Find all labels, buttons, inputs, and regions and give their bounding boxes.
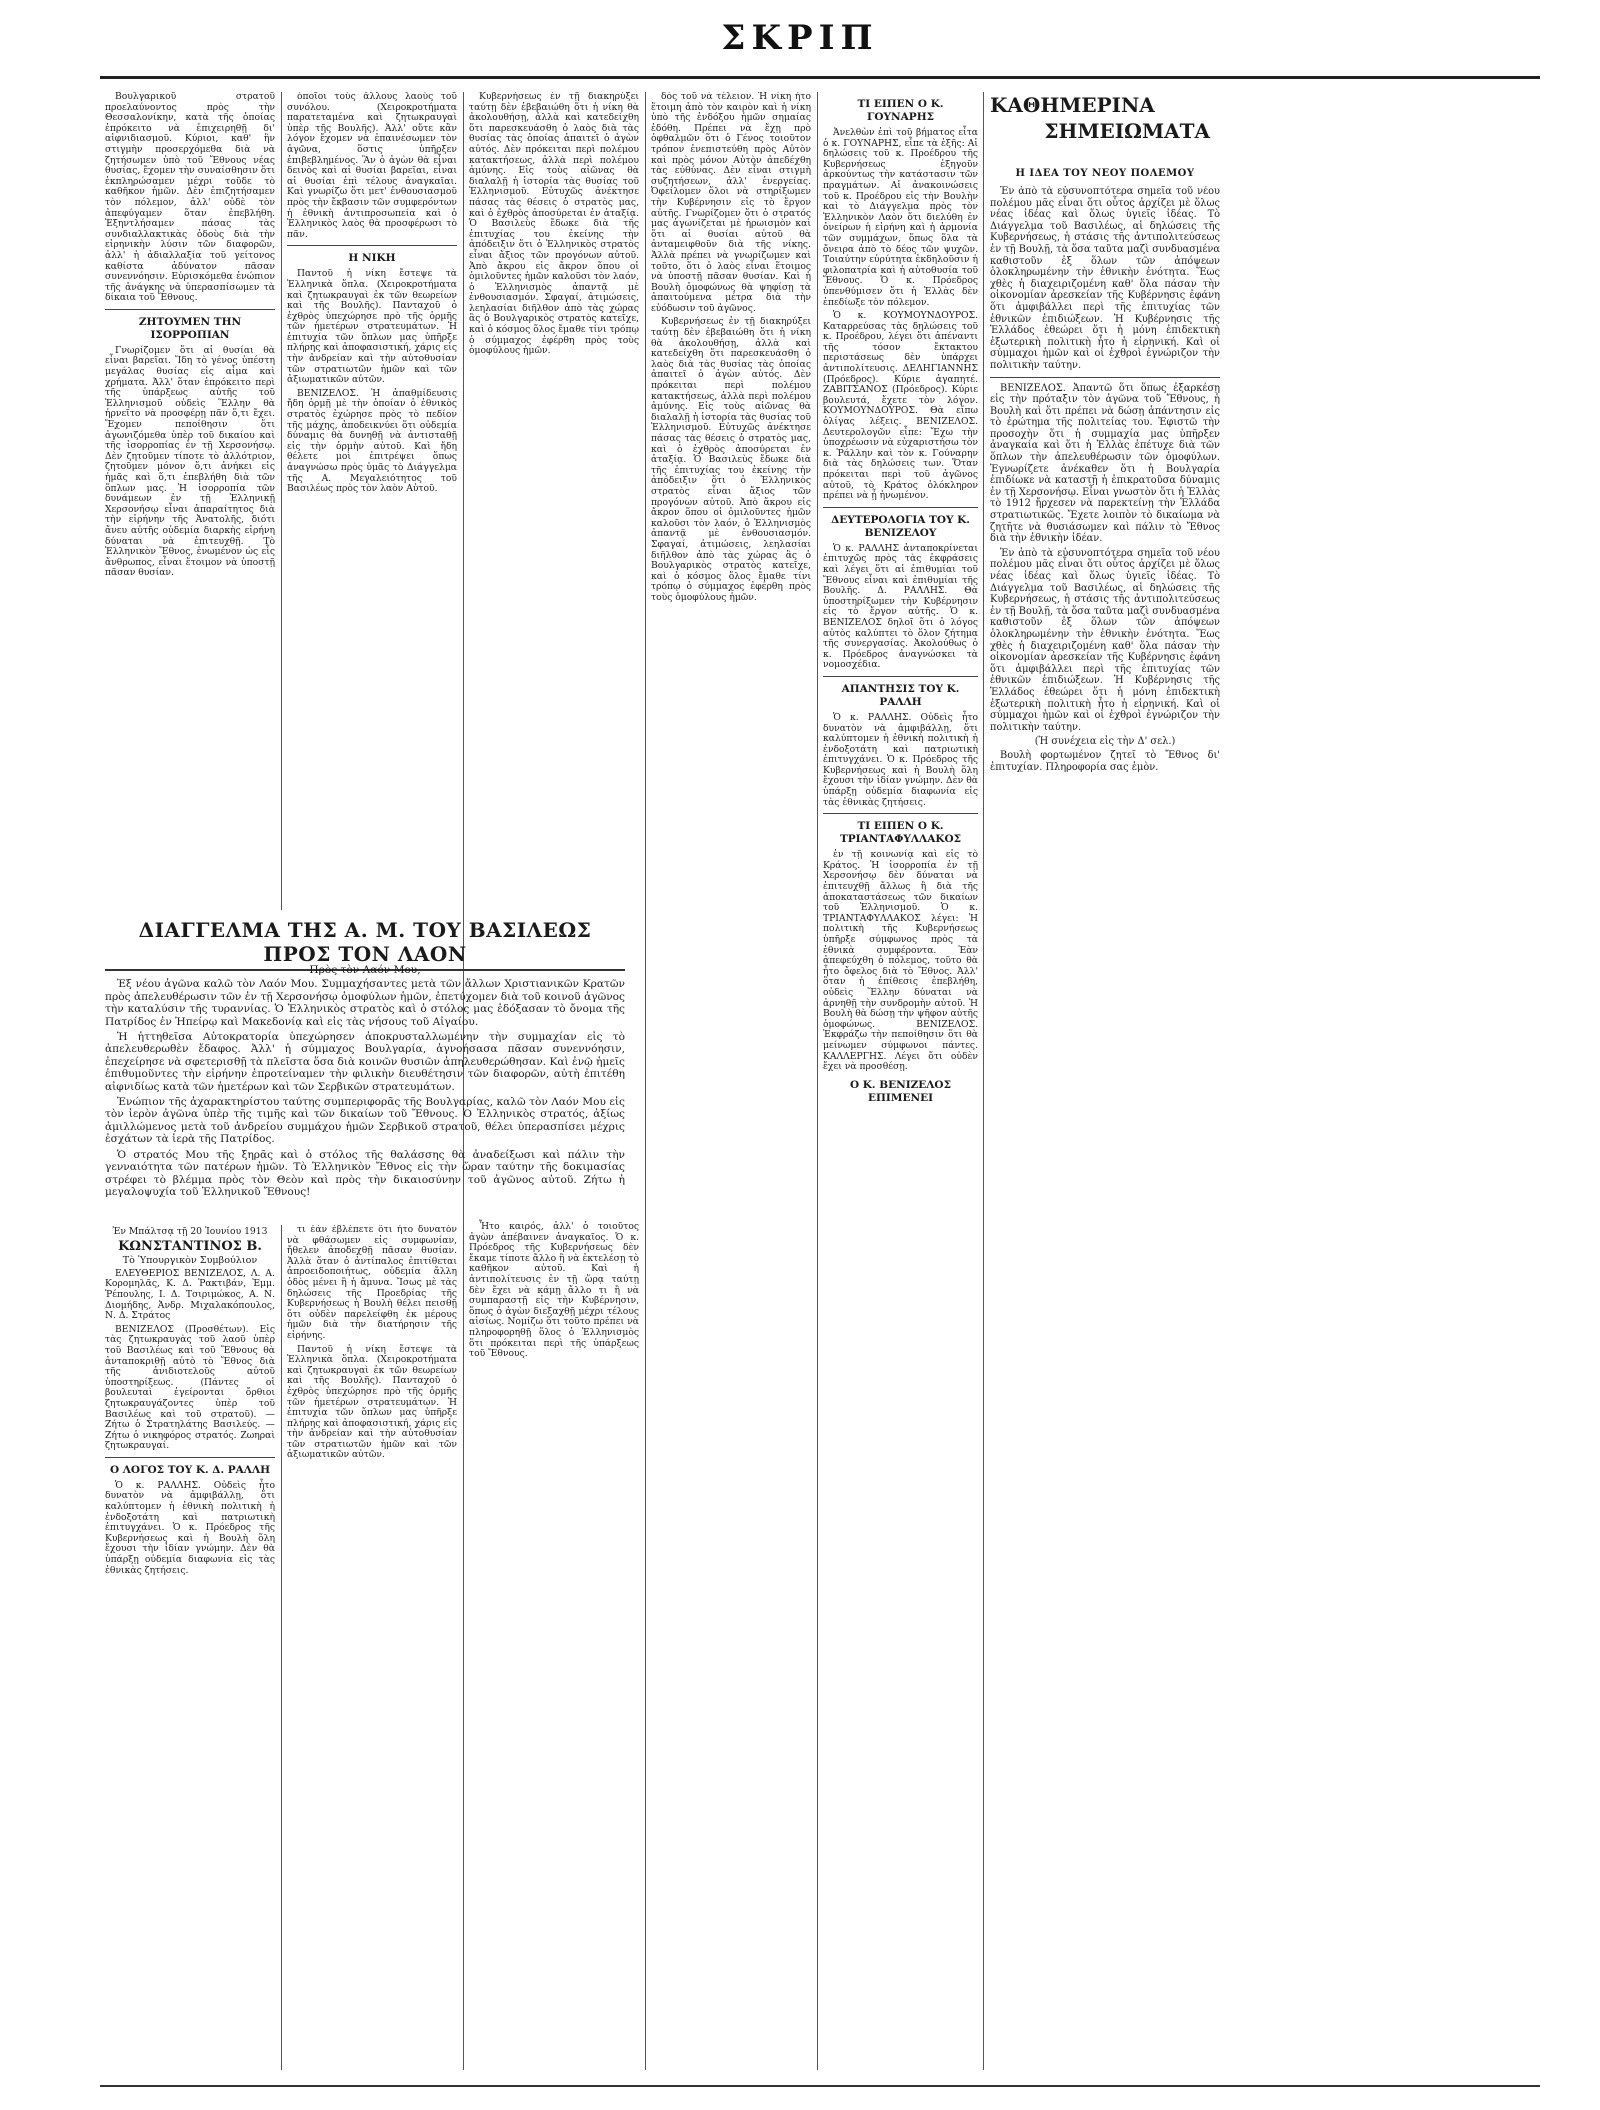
- column-2-text: ὁποῖοι τοὺς ἄλλους λαοὺς τοῦ συνόλου. (Χειροκροτήματα παρατεταμένα καὶ ζητωκραυγαὶ ὑπὲρ τῆς Βουλῆς). Ἀλλ' οὔτε κἂν λόγον ἔχομεν νὰ ἐπαινέσωμεν τὸν ἀγῶνα, ὅστις ὑπῆρξεν ἐπιβεβλημένος. Ἂν ὁ ἀγὼν θὰ εἶναι δεινὸς καὶ αἱ θυσίαι βαρεῖαι, εἶναι αἱ θυσίαι ἐπὶ τέλους ἀναγκαῖαι. Καὶ γνωρίζω ὅτι μετ' ἐνθουσιασμοῦ πρὸς τὴν ἔκβασιν τῶν συμφερόντων ἡ ἐθνικὴ ἀντιπροσωπεία καὶ ὁ Ἑλληνικὸς λαὸς θὰ προσφέρωσι τὸ πᾶν.: [287, 92, 457, 240]
- column-5-text-c: Ὁ κ. ΡΑΛΛΗΣ ἀνταποκρίνεται ἐπιτυχῶς πρὸς τὰς ἐκφράσεις καὶ λέγει ὅτι αἱ ἐπιθυμίαι τοῦ Ἔθνους εἶναι καὶ ἐπιθυμίαι τῆς Βουλῆς. Δ. ΡΑΛΛΗΣ. Θὰ ὑποστηρίξωμεν τὴν Κυβέρνησιν εἰς τὸ ἔργον αὐτῆς. Ὁ κ. ΒΕΝΙΖΕΛΟΣ δηλοῖ ὅτι ὁ λόγος αὐτὸς καλύπτει τὸ ὅλον ζήτημα τῆς συνεργασίας. Ἀκολούθως ὁ κ. Πρόεδρος ἀναγνώσκει τὰ νομοσχέδια.: [823, 542, 978, 671]
- section-heading: ΤΙ ΕΙΠΕΝ Ο Κ. ΤΡΙΑΝΤΑΦΥΛΛΑΚΟΣ: [839, 820, 962, 846]
- proclamation-paragraph: Ἡ ἡττηθεῖσα Αὐτοκρατορία ὑπεχώρησεν ἀποκρυσταλλωμένην τὴν συμμαχίαν εἰς τὸ ἀπελευθερωθὲν ἔδαφος. Ἀλλ' ἡ σύμμαχος Βουλγαρία, ἀγνοήσασα πᾶσαν συνεννόησιν, ἐπεχείρησε νὰ σφετερισθῇ τὰ πλεῖστα ὅσα διὰ κοινῶν θυσιῶν ἀπηλευθερώθησαν. Καὶ ἐνῷ ἡμεῖς ἐπιθυμοῦντες τὴν εἰρήνην ἐπροτείναμεν τὴν φιλικὴν διευθέτησιν τῶν διαφορῶν, αὐτὴ ἐπιτέθη αἰφνιδίως κατὰ τῶν ἡμετέρων καὶ τῶν Σερβικῶν στρατευμάτων.: [105, 1031, 625, 1093]
- proclamation-paragraph: Ἐξ νέου ἀγῶνα καλῶ τὸν Λαόν Μου. Συμμαχήσαντες μετὰ τῶν ἄλλων Χριστιανικῶν Κρατῶν πρὸς ἀπελευθέρωσιν τῶν ἐν τῇ Χερσονήσῳ ὁμοφύλων ἡμῶν, ἐπετύχομεν διὰ τοῦ κοινοῦ ἀγῶνος τὴν καταλύσιν τῆς τυραννίας. Ὁ Ἑλληνικὸς στρατὸς καὶ ὁ στόλος μας ἐδόξασαν τὸ ὄνομα τῆς Πατρίδος ἐν Ἠπείρῳ καὶ Μακεδονίᾳ καὶ εἰς τὰς νήσους τοῦ Αἰγαίου.: [105, 978, 625, 1028]
- section-heading: Ο ΛΟΓΟΣ ΤΟΥ Κ. Δ. ΡΑΛΛΗ: [109, 1463, 271, 1476]
- divider: [823, 507, 978, 508]
- proclamation-paragraph: Ὁ στρατός Μου τῆς ξηρᾶς καὶ ὁ στόλος τῆς θαλάσσης θὰ ἀναδείξωσι καὶ πάλιν τὴν γενναιότητα τῶν πατέρων ἡμῶν. Τὸ Ἑλληνικὸν Ἔθνος εἰς τὴν ὥραν ταύτην τῆς δοκιμασίας στρέφει τὸ βλέμμα πρὸς τὸν Θεὸν καὶ πρὸς τὴν δικαιοσύνην τοῦ ἀγῶνος αὐτοῦ. Ζήτω ἡ μεγαλοψυχία τοῦ Ἑλληνικοῦ Ἔθνους!: [105, 1148, 625, 1198]
- kathimerina-footer: Βουλὴ φορτωμένον ζητεῖ τὸ Ἔθνος δι' ἐπιτυχίαν. Πληροφορία σας ἐμὸν.: [990, 749, 1220, 773]
- divider: [823, 813, 978, 814]
- ministers-list: ΕΛΕΥΘΕΡΙΟΣ ΒΕΝΙΖΕΛΟΣ, Λ. Α. Κορομηλᾶς, Κ. Δ. Ῥακτιβάν, Ἐμμ. Ῥέπουλης, Ι. Δ. Τσιριμώκος, Α. Ν. Διομήδης, Ἀνδρ. Μιχαλακόπουλος, Ν. Δ. Στράτος: [105, 1267, 275, 1322]
- venizelos-addition: ΒΕΝΙΖΕΛΟΣ (Προσθέτων). Εἰς τὰς ζητωκραυγὰς τοῦ λαοῦ ὑπὲρ τοῦ Βασιλέως καὶ τοῦ Ἔθνους θὰ ἀνταποκριθῇ αὐτὸ τὸ Ἔθνος διὰ τῆς ἀνιδιοτελοῦς αὐτοῦ ὑποστηρίξεως. (Πάντες οἱ βουλευταὶ ἐγείρονται ὄρθιοι ζητωκραυγάζοντες ὑπὲρ τοῦ Βασιλέως καὶ τοῦ στρατοῦ). — Ζήτω ὁ Στρατηλάτης Βασιλεύς. — Ζήτω ὁ νικηφόρος στρατός. Ζωηραὶ ζητωκραυγαί.: [105, 1323, 275, 1452]
- masthead-title: ΣΚΡΙΠ: [721, 18, 879, 58]
- column-5-text: Ἀνελθὼν ἐπὶ τοῦ βήματος εἶτα ὁ κ. ΓΟΥΝΑΡΗΣ, εἶπε τὰ ἑξῆς: Αἱ δηλώσεις τοῦ κ. Προέδρου τῆς Κυβερνήσεως ἐξηγοῦν ἀρκούντως τὴν κατάστασιν τῶν πραγμάτων. Αἱ ἀνακοινώσεις τοῦ κ. Προέδρου εἰς τὴν Βουλὴν καὶ τὸ Διάγγελμα πρὸς τὸν Ἑλληνικὸν Λαὸν ὅτι διελύθη ἐν ὀνείρων ἡ εἰρήνη καὶ ἡ ἀρμονία τῶν συμμάχων, ὅπως ὅλα τὰ ὄνειρα ἀπὸ τὸ δέος τῶν ψυχῶν. Τοιαύτην εὐρύτητα ἐκδηλοῦσιν ἡ φιλοπατρία καὶ ἡ αὐτοθυσία τοῦ Ἔθνους. Ὁ κ. Πρόεδρος ὑπενθύμισεν ὅτι ἡ Ἑλλὰς δὲν ἐπεδίωξε τὸν πόλεμον.: [823, 127, 978, 308]
- column-2-text-c: ΒΕΝΙΖΕΛΟΣ. Ἡ ἀπαθμίδευσις ἤδη ὁρμῇ μὲ τὴν ὁποίαν ὁ ἐθνικὸς στρατὸς ἐχώρησε πρὸς τὸ πεδίον τῆς μάχης, ἀποδεικνύει ὅτι οὐδεμία δύναμις θὰ δυνηθῇ νὰ ἀντισταθῇ εἰς τὴν ὁρμὴν αὐτοῦ. Καὶ ἤδη θέλετε μοὶ ἐπιτρέψει ὅπως ἀναγνώσω πρὸς ὑμᾶς τὸ Διάγγελμα τῆς Α. Μεγαλειότητος τοῦ Βασιλέως πρὸς τὸν λαὸν Αὐτοῦ.: [287, 387, 457, 495]
- column-5-text-e: ἐν τῇ κοινωνίᾳ καὶ εἰς τὸ Κράτος. Ἡ ἰσορροπία ἐν τῇ Χερσονήσῳ δὲν δύναται νὰ ἐπιτευχθῇ ἄλλως ἢ διὰ τῆς ἀποκαταστάσεως τῶν δικαίων τοῦ Ἑλληνισμοῦ. Ὁ κ. ΤΡΙΑΝΤΑΦΥΛΛΑΚΟΣ λέγει: Ἡ πολιτικὴ τῆς Κυβερνήσεως ὑπῆρξε σύμφωνος πρὸς τὰ ἐθνικὰ συμφέροντα. Ἐὰν ἀπεφεύχθη ὁ πόλεμος, τοῦτο θὰ ἦτο ὄφελος διὰ τὸ Ἔθνος. Ἀλλ' ὅταν ἡ ἐπίθεσις ἐπεβλήθη, οὐδεὶς Ἕλλην δύναται νὰ ἀρνηθῇ τὴν συνδρομὴν αὐτοῦ. Ἡ Βουλὴ θὰ δώσῃ τὴν ψῆφον αὐτῆς ὁμοφώνως. ΒΕΝΙΖΕΛΟΣ. Ἐκφράζω τὴν πεποίθησιν ὅτι θὰ μείνωμεν σύμφωνοι πάντες. ΚΑΛΛΕΡΓΗΣ. Λέγει ὅτι οὐδὲν ἔχει νὰ προσθέσῃ.: [823, 849, 978, 1073]
- column-4-text: δὸς τοῦ νὰ τέλειον. Ἡ νίκη ἦτο ἕτοιμη ἀπὸ τὸν καιρὸν καὶ ἡ νίκη ὑπὸ τῆς ἐνδόξου ἡμῶν σημαίας ἐδόθη. Πρέπει νὰ ἔχῃ πρὸ ὀφθαλμῶν ὅτι ὁ Γένος τοιοῦτον τρόπον ἐνεπιστεύθη πρὸς Αὐτὸν καὶ πρὸς μόνον Αὐτὸν ἀπεδέχθη τὰς εὐθύνας. Δὲν εἶναι στιγμὴ συζητήσεων, ἀλλ' ἐνεργείας. Ὀφείλομεν ὅλοι νὰ στηρίξωμεν τὴν Κυβέρνησιν εἰς τὸ ἔργον αὐτῆς. Γνωρίζομεν ὅτι ὁ στρατός μας ἀγωνίζεται μὲ ἡρωισμὸν καὶ ὅτι αἱ θυσίαι αὐτοῦ θὰ ἀνταμειφθοῦν διὰ τῆς νίκης. Ἀλλὰ πρέπει νὰ γνωρίζωμεν καὶ τοῦτο, ὅτι ὁ λαὸς εἶναι ἕτοιμος νὰ ὑποστῇ πᾶσαν θυσίαν. Καὶ ἡ Βουλὴ ὁμοφώνως θὰ ψηφίσῃ τὰ ἀπαιτούμενα μέτρα διὰ τὴν εὐόδωσιν τοῦ ἀγῶνος.: [651, 92, 811, 314]
- column-2-text-b: Παντοῦ ἡ νίκη ἔστεψε τὰ Ἑλληνικὰ ὅπλα. (Χειροκροτήματα καὶ ζητωκραυγαὶ ἐκ τῶν θεωρείων καὶ τῆς Βουλῆς). Πανταχοῦ ὁ ἐχθρὸς ὑπεχώρησε πρὸ τῆς ὁρμῆς τῶν ἡμετέρων στρατευμάτων. Ἡ ἐπιτυχία τῶν ὅπλων μας ὑπῆρξε πλήρης καὶ ἀποφασιστική, χάρις εἰς τὴν ἀνδρείαν καὶ τὴν αὐτοθυσίαν τῶν στρατιωτῶν ἡμῶν καὶ τῶν ἀξιωματικῶν αὐτῶν.: [287, 268, 457, 386]
- column-3-text-b: Ἦτο καιρός, ἀλλ' ὁ τοιοῦτος ἀγὼν ἀπέβαινεν ἀναγκαῖος. Ὁ κ. Πρόεδρος τῆς Κυβερνήσεως δὲν ἔκαμε τίποτε ἄλλο ἢ νὰ ἐκτελέσῃ τὸ καθῆκον αὐτοῦ. Καὶ ἡ ἀντιπολίτευσις ἐν τῇ ὥρᾳ ταύτῃ δὲν ἔχει νὰ κάμῃ ἄλλο τι ἢ νὰ συμπαραστῇ εἰς τὴν Κυβέρνησιν, ὅπως ὁ ἀγὼν διεξαχθῇ μέχρι τέλους αἰσίως. Νομίζω ὅτι τοῦτο πρέπει νὰ πληροφορηθῇ ὅλος ὁ Ἑλληνισμὸς ὅτι πρόκειται περὶ τῆς ὑπάρξεως τοῦ Ἔθνους.: [469, 1221, 639, 1360]
- column-divider: [281, 92, 282, 910]
- section-heading: ΔΕΥΤΕΡΟΛΟΓΙΑ ΤΟΥ Κ. ΒΕΝΙΖΕΛΟΥ: [831, 513, 970, 539]
- column-4-text-b: Κυβερνήσεως ἐν τῇ διακηρύξει ταύτῃ δὲν ἐβεβαιώθη ὅτι ἡ νίκη θὰ ἀκολουθήσῃ, ἀλλὰ καὶ κατεδείχθη ὅτι παρεσκευάσθη ὁ λαὸς διὰ τὰς θυσίας τὰς ὁποίας ἀπαιτεῖ ὁ ἀγὼν αὐτός. Δὲν πρόκειται περὶ πολέμου κατακτήσεως, ἀλλὰ περὶ πολέμου ἀμύνης. Εἰς τοὺς αἰῶνας θὰ διαλαλῇ ἡ ἱστορία τὰς θυσίας τοῦ Ἑλληνισμοῦ. Εὐτυχῶς ἀνέκτησε πάσας τὰς θέσεις ὁ στρατὸς μας, καὶ ὁ ἐχθρὸς ἀποσύρεται ἐν ἀταξίᾳ. Ὁ Βασιλεὺς ἔδωκε διὰ τῆς ἐπιτυχίας του ἐκείνης τὴν ἀπόδειξιν ὅτι ὁ Ἑλληνικὸς στρατὸς εἶναι ἄξιος τῶν προγόνων αὐτοῦ. Ἀπὸ ἄκρου εἰς ἄκρον ὅπου οἱ ὁμιλοῦντες ἡμῶν καλοῦσι τὸν λαόν, ὁ Ἑλληνισμὸς ἀπαντᾷ μὲ ἐνθουσιασμόν. Σφαγαί, ἀτιμώσεις, λεηλασίαι διῆλθον ἀπὸ τὰς χώρας ἃς ὁ Βουλγαρικὸς στρατὸς κατεῖχε, καὶ ὁ κόσμος ὅλος ἔμαθε τίνι τρόπῳ ὁ σύμμαχος ἐφέρθη πρὸς τοὺς ὁμοφύλους ἡμῶν.: [651, 316, 811, 603]
- kathimerina-body: [990, 186, 1220, 2070]
- bottom-rule: [100, 2085, 1540, 2087]
- kathimerina-title-line-1: ΚΑΘΗΜΕΡΙΝΑ: [990, 93, 1155, 117]
- kathimerina-paragraph: Ἐν ἀπὸ τὰ εὐσυνοπτότερα σημεῖα τοῦ νέου πολέμου μᾶς εἶναι ὅτι οὗτος ἀρχίζει μὲ ὅλως νέας ἰδέας καὶ ὅλως ὑγιεῖς ἰδέας. Τὸ Διάγγελμα τοῦ Βασιλέως, αἱ δηλώσεις τῆς Κυβερνήσεως, ἡ στάσις τῆς ἀντιπολιτεύσεως ἐν τῇ Βουλῇ, τὰ ὅσα ταῦτα μαζὶ συνδυασμένα καθιστοῦν ἐξ ὅλων τῶν ἀπόψεων ὁλοκληρωμένην τὴν ἐθνικὴν ἐνότητα. Ἕως χθὲς ἡ διαχειριζομένη καθ' ὅλα πάσαν τὴν οἰκονομίαν ἀρεσκείαν τῆς Κυβέρνησις ἐφάνη ὅτι ἀμφιβάλλει περὶ τῆς ἐπιτυχίας τῶν ἐθνικῶν ἐπιδιώξεων. Ἡ Κυβέρνησις τῆς Ἑλλάδος ἐθεώρει ὅτι ἡ μόνη ἐπιδεκτικὴ ἐξωτερικὴ πολιτικὴ ἦτο ἡ εἰρηνική. Καὶ οἱ σύμμαχοι ἡμῶν καὶ οἱ ἐχθροὶ ἐγνώριζον τὴν πολιτικὴν ταύτην.: [990, 186, 1220, 371]
- kathimerina-title: [990, 92, 1220, 144]
- column-4: [651, 92, 811, 2070]
- column-1-text-b: Γνωρίζομεν ὅτι αἱ θυσίαι θὰ εἶναι βαρεῖαι. Ἴδη τὸ γένος ὑπέστη μεγάλας θυσίας εἰς αἷμα καὶ χρήματα. Ἀλλ' ὅταν ἐπρόκειτο περὶ τῆς ὑπάρξεως αὐτῆς τοῦ Ἑλληνισμοῦ οὐδεὶς Ἕλλην θὰ ἠρνεῖτο νὰ προσφέρῃ πᾶν ὅ,τι ἔχει. Ἔχομεν πεποίθησιν ὅτι ἀγωνιζόμεθα ὑπὲρ τοῦ δικαίου καὶ τῆς ἰσορροπίας ἐν τῇ Χερσονήσῳ. Δὲν ζητοῦμεν τίποτε τὸ ἀλλότριον, ζητοῦμεν μόνον ὅ,τι ἀνήκει εἰς ἡμᾶς καὶ ὅ,τι ἐπεβλήθη διὰ τῶν ὅπλων μας. Ἡ ἰσορροπία τῶν δυνάμεων ἐν τῇ Ἑλληνικῇ Χερσονήσῳ εἶναι ἀπαραίτητος διὰ τὴν εἰρήνην τῆς Ἀνατολῆς, διότι ἄνευ αὐτῆς οὐδεμία διαρκὴς εἰρήνη δύναται νὰ ἐπιτευχθῇ. Τὸ Ἑλληνικὸν Ἔθνος, ἑνωμένον ὡς εἷς ἄνθρωπος, εἶναι ἕτοιμον νὰ ὑποστῇ πᾶσαν θυσίαν.: [105, 344, 275, 579]
- section-heading: ΑΠΑΝΤΗΣΙΣ ΤΟΥ Κ. ΡΑΛΛΗ: [841, 682, 960, 708]
- divider: [287, 245, 457, 246]
- column-5: [823, 92, 978, 2070]
- column-2-text-d: τι ἐάν ἐβλέπετε ὅτι ἦτο δυνατὸν νὰ φθάσωμεν εἰς συμφωνίαν, ἤθελεν ἀποδεχθῇ πᾶσαν θυσίαν. Ἀλλὰ ὅταν ὁ ἀντίπαλος ἐπιτίθεται ἀπροειδοποιήτως, οὐδεμία ἄλλη ὁδὸς μένει ἢ ἡ ἄμυνα. Ἴσως μὲ τὰς δηλώσεις τῆς Προεδρίας τῆς Κυβερνήσεως ἡ Βουλὴ θέλει πεισθῇ ὅτι οὐδὲν παρελείφθη ἐκ μέρους ἡμῶν διὰ τὴν διατήρησιν τῆς εἰρήνης.: [287, 1225, 457, 1341]
- section-heading: Η ΝΙΚΗ: [348, 252, 396, 265]
- masthead-rule: [100, 76, 1540, 79]
- rallis-text: Ὁ κ. ΡΑΛΛΗΣ. Οὐδεὶς ἦτο δυνατὸν νὰ ἀμφιβάλλῃ, ὅτι καλύπτομεν ἡ ἐθνικὴ πολιτικὴ ἡ ἐνδοξοτάτη καὶ πατριωτικὴ ἐπιτυγχάνει. Ὁ κ. Πρόεδρος τῆς Κυβερνήσεως καὶ ἡ Βουλὴ ὅλη ἔχουσι τὴν ἰδίαν γνώμην. Δὲν θὰ ὑπάρξῃ οὐδεμία διαφωνία εἰς τὰς ἐθνικὰς ζητήσεις.: [105, 1479, 275, 1576]
- continued-note: (Ἡ συνέχεια εἰς τὴν Δ' σελ.): [1034, 736, 1176, 748]
- column-divider: [817, 92, 818, 2070]
- section-heading: Ο Κ. ΒΕΝΙΖΕΛΟΣ ΕΠΙΜΕΝΕΙ: [849, 1078, 951, 1104]
- divider: [105, 1457, 275, 1458]
- divider: [105, 309, 275, 310]
- proclamation-spacer: [469, 922, 639, 1222]
- proclamation-greeting: Πρὸς τὸν Λαόν Μου,: [309, 964, 421, 976]
- column-3-upper: [469, 92, 639, 922]
- column-divider: [645, 92, 646, 2070]
- kathimerina-title-line-2: ΣΗΜΕΙΩΜΑΤΑ: [1044, 119, 1210, 143]
- proclamation-ministers: Τὸ Ὑπουργικὸν Συμβούλιον: [122, 1255, 258, 1267]
- column-2: [287, 92, 457, 910]
- column-divider: [281, 1225, 282, 2070]
- proclamation-paragraph: Ἐνώπιον τῆς ἀχαρακτηρίστου ταύτης συμπεριφορᾶς τῆς Βουλγαρίας, καλῶ τὸν Λαόν Μου εἰς τὸν ἱερὸν ἀγῶνα ὑπὲρ τῆς τιμῆς καὶ τῶν δικαίων τοῦ Ἔθνους. Ὁ Ἑλληνικὸς στρατός, ἀξίως ἀμιλλώμενος μετὰ τοῦ ἀνδρείου συμμάχου ἡμῶν Σερβικοῦ στρατοῦ, θέλει ὑπερασπίσει μέχρις ἐσχάτων τὰ ἱερὰ τῆς Πατρίδος.: [105, 1096, 625, 1146]
- column-2-text-b2: Παντοῦ ἡ νίκη ἔστεψε τὰ Ἑλληνικὰ ὅπλα. (Χειροκροτήματα καὶ ζητωκραυγαὶ ἐκ τῶν θεωρείων καὶ τῆς Βουλῆς). Πανταχοῦ ὁ ἐχθρὸς ὑπεχώρησε πρὸ τῆς ὁρμῆς τῶν ἡμετέρων στρατευμάτων. Ἡ ἐπιτυχία τῶν ὅπλων μας ὑπῆρξε πλήρης καὶ ἀποφασιστική, χάρις εἰς τὴν ἀνδρείαν καὶ τὴν αὐτοθυσίαν τῶν στρατιωτῶν ἡμῶν καὶ τῶν ἀξιωματικῶν αὐτῶν.: [287, 1343, 457, 1461]
- kathimerina-subtitle: Η ΙΔΕΑ ΤΟΥ ΝΕΟΥ ΠΟΛΕΜΟΥ: [1015, 168, 1195, 179]
- column-3-text: Κυβερνήσεως ἐν τῇ διακηρύξει ταύτῃ δὲν ἐβεβαιώθη ὅτι ἡ νίκη θὰ ἀκολουθήσῃ, ἀλλὰ καὶ κατεδείχθη ὅτι παρεσκευάσθη ὁ λαὸς διὰ τὰς θυσίας τὰς ὁποίας ἀπαιτεῖ ὁ ἀγὼν αὐτός. Δὲν πρόκειται περὶ πολέμου κατακτήσεως, ἀλλὰ περὶ πολέμου ἀμύνης. Εἰς τοὺς αἰῶνας θὰ διαλαλῇ ἡ ἱστορία τὰς θυσίας τοῦ Ἑλληνισμοῦ. Εὐτυχῶς ἀνέκτησε πάσας τὰς θέσεις ὁ στρατὸς μας, καὶ ὁ ἐχθρὸς ἀποσύρεται ἐν ἀταξίᾳ. Ὁ Βασιλεὺς ἔδωκε διὰ τῆς ἐπιτυχίας του ἐκείνης τὴν ἀπόδειξιν ὅτι ὁ Ἑλληνικὸς στρατὸς εἶναι ἄξιος τῶν προγόνων αὐτοῦ. Ἀπὸ ἄκρου εἰς ἄκρον ὅπου οἱ ὁμιλοῦντες ἡμῶν καλοῦσι τὸν λαόν, ὁ Ἑλληνισμὸς ἀπαντᾷ μὲ ἐνθουσιασμόν. Σφαγαί, ἀτιμώσεις, λεηλασίαι διῆλθον ἀπὸ τὰς χώρας ἃς ὁ Βουλγαρικὸς στρατὸς κατεῖχε, καὶ ὁ κόσμος ὅλος ἔμαθε τίνι τρόπῳ ὁ σύμμαχος ἐφέρθη πρὸς τοὺς ὁμοφύλους ἡμῶν.: [469, 92, 639, 357]
- divider: [823, 676, 978, 677]
- column-1-text: Βουλγαρικοῦ στρατοῦ προελαύνοντος πρὸς τὴν Θεσσαλονίκην, κατὰ τῆς ὁποίας ἐπρόκειτο νὰ ἐπιχειρηθῇ δι' αἰφνιδιασμοῦ. Κύριοι, καθ' ἣν στιγμὴν προσερχόμεθα διὰ νὰ ζητήσωμεν ὑπὸ τοῦ Ἔθνους νέας θυσίας, ἔχομεν τὴν συναίσθησιν ὅτι ἐκπληρώσαμεν μέχρι τοῦδε τὸ καθῆκον ἡμῶν. Δὲν ἐπιζητήσαμεν τὸν πόλεμον, ἀλλ' οὐδὲ τὸν ἀπεφύγαμεν ὅταν ἐπεβλήθη. Ἐξηντλήσαμεν πάσας τὰς συνδιαλλακτικὰς ὁδοὺς διὰ τὴν εἰρηνικὴν λύσιν τῶν διαφορῶν, ἀλλ' ἡ ἀδιαλλαξία τοῦ γείτονος καθίστα ἀδύνατον πᾶσαν συνεννόησιν. Εὑρισκόμεθα ἐνώπιον τῆς ἀνάγκης νὰ ὑπερασπίσωμεν τὰ δίκαια τοῦ Ἔθνους.: [105, 92, 275, 304]
- proclamation-date: Ἐν Μπάλτσᾳ τῇ 20 Ἰουνίου 1913: [112, 1226, 268, 1237]
- divider: [990, 377, 1220, 378]
- column-5-text-b: Ὁ κ. ΚΟΥΜΟΥΝΔΟΥΡΟΣ. Καταρρεύσας τὰς δηλώσεις τοῦ κ. Προέδρου, λέγει ὅτι ἀπέναντι τῆς τόσον ἔκτακτου περιστάσεως δὲν ὑπάρχει ἀντιπολίτευσις. ΔΕΛΗΓΙΑΝΝΗΣ (Πρόεδρος). Κύριε ἀγαπητέ. ΖΑΒΙΤΣΑΝΟΣ (Πρόεδρος). Κύριε βουλευτά, ἔχετε τὸν λόγον. ΚΟΥΜΟΥΝΔΟΥΡΟΣ. Θὰ εἴπω ὀλίγας λέξεις. ΒΕΝΙΖΕΛΟΣ. Δευτερολογῶν εἶπε: Ἔχω τὴν ὑποχρέωσιν νὰ εὐχαριστήσω τὸν κ. Ῥάλλην καὶ τὸν κ. Γούναρην διὰ τὰς δηλώσεις των. Ὅταν πρόκειται περὶ τοῦ ἀγῶνος αὐτοῦ, τὸ Κράτος ὁλόκληρον πρέπει νὰ ᾖ ἡνωμένον.: [823, 310, 978, 502]
- proclamation-title: ΔΙΑΓΓΕΛΜΑ ΤΗΣ Α. Μ. ΤΟΥ ΒΑΣΙΛΕΩΣ ΠΡΟΣ ΤΟΝ ΛΑΟΝ: [105, 918, 625, 971]
- kathimerina-paragraph: ΒΕΝΙΖΕΛΟΣ. Ἀπαντῶ ὅτι ὅπως ἐξαρκέσῃ εἰς τὴν πρόταξιν τὸν ἀγῶνα τοῦ Ἔθνους, ἡ Βουλὴ καὶ ὅτι πρέπει νὰ δώσῃ ἀπάντησιν εἰς τὸ ἐρώτημα τῆς πολιτείας του. Ἐφιστῶ τὴν προσοχὴν ὅτι ἡ συμμαχία μας ὑπῆρξεν ἀναγκαία καὶ ὅτι ἡ Ἑλλὰς ἐπέτυχε διὰ τῶν ὅπλων τὴν ἀπελευθέρωσιν τῶν ὁμοφύλων. Ἐγνωρίζετε ἀνέκαθεν ὅτι ἡ Βουλγαρία ἐπιδίωκε νὰ καταστῇ ἡ ἐπικρατοῦσα δύναμις ἐν τῇ Χερσονήσῳ. Εἶναι γνωστὸν ὅτι ἡ Ἑλλὰς τὸ 1912 ἤρχεσεν νὰ παρεκτείνῃ τὴν Ἑλλάδα στρατιωτικῶς. Ἔχετε λοιπὸν τὸ δικαίωμα νὰ ζητῆτε νὰ θυσιάσωμεν καὶ πάλιν τὸ Ἔθνος διὰ τὴν ἐθνικὴν ἰδέαν.: [990, 382, 1220, 545]
- proclamation-signature: ΚΩΝΣΤΑΝΤΙΝΟΣ Β.: [118, 1238, 262, 1254]
- column-divider: [983, 92, 984, 2070]
- column-2-lower: [287, 1225, 457, 2070]
- column-5-text-d: Ὁ κ. ΡΑΛΛΗΣ. Οὐδεὶς ἦτο δυνατὸν νὰ ἀμφιβάλλῃ, ὅτι καλύπτομεν ἡ ἐθνικὴ πολιτικὴ ἡ ἐνδοξοτάτη καὶ πατριωτικὴ ἐπιτυγχάνει. Ὁ κ. Πρόεδρος τῆς Κυβερνήσεως καὶ ἡ Βουλὴ ὅλη ἔχουσι τὴν ἰδίαν γνώμην. Δὲν θὰ ὑπάρξῃ οὐδεμία διαφωνία εἰς τὰς ἐθνικὰς ζητήσεις.: [823, 711, 978, 808]
- section-heading: ΖΗΤΟΥΜΕΝ ΤΗΝ ΙΣΟΡΡΟΠΙΑΝ: [138, 315, 242, 341]
- column-1: [105, 92, 275, 910]
- kathimerina-paragraph: Ἐν ἀπὸ τὰ εὐσυνοπτότερα σημεῖα τοῦ νέου πολέμου μᾶς εἶναι ὅτι οὗτος ἀρχίζει μὲ ὅλως νέας ἰδέας καὶ ὅλως ὑγιεῖς ἰδέας. Τὸ Διάγγελμα τοῦ Βασιλέως, αἱ δηλώσεις τῆς Κυβερνήσεως, ἡ στάσις τῆς ἀντιπολιτεύσεως ἐν τῇ Βουλῇ, τὰ ὅσα ταῦτα μαζὶ συνδυασμένα καθιστοῦν ἐξ ὅλων τῶν ἀπόψεων ὁλοκληρωμένην τὴν ἐθνικὴν ἐνότητα. Ἕως χθὲς ἡ διαχειριζομένη καθ' ὅλα πάσαν τὴν οἰκονομίαν ἀρεσκείαν τῆς Κυβέρνησις ἐφάνη ὅτι ἀμφιβάλλει περὶ τῆς ἐπιτυχίας τῶν ἐθνικῶν ἐπιδιώξεων. Ἡ Κυβέρνησις τῆς Ἑλλάδος ἐθεώρει ὅτι ἡ μόνη ἐπιδεκτικὴ ἐξωτερικὴ πολιτικὴ ἦτο ἡ εἰρηνική. Καὶ οἱ σύμμαχοι ἡμῶν καὶ οἱ ἐχθροὶ ἐγνώριζον τὴν πολιτικὴν ταύτην.: [990, 547, 1220, 733]
- column-1-lower: [105, 1225, 275, 2070]
- section-heading: ΤΙ ΕΙΠΕΝ Ο Κ. ΓΟΥΝΑΡΗΣ: [857, 98, 944, 123]
- column-3: [469, 92, 639, 2070]
